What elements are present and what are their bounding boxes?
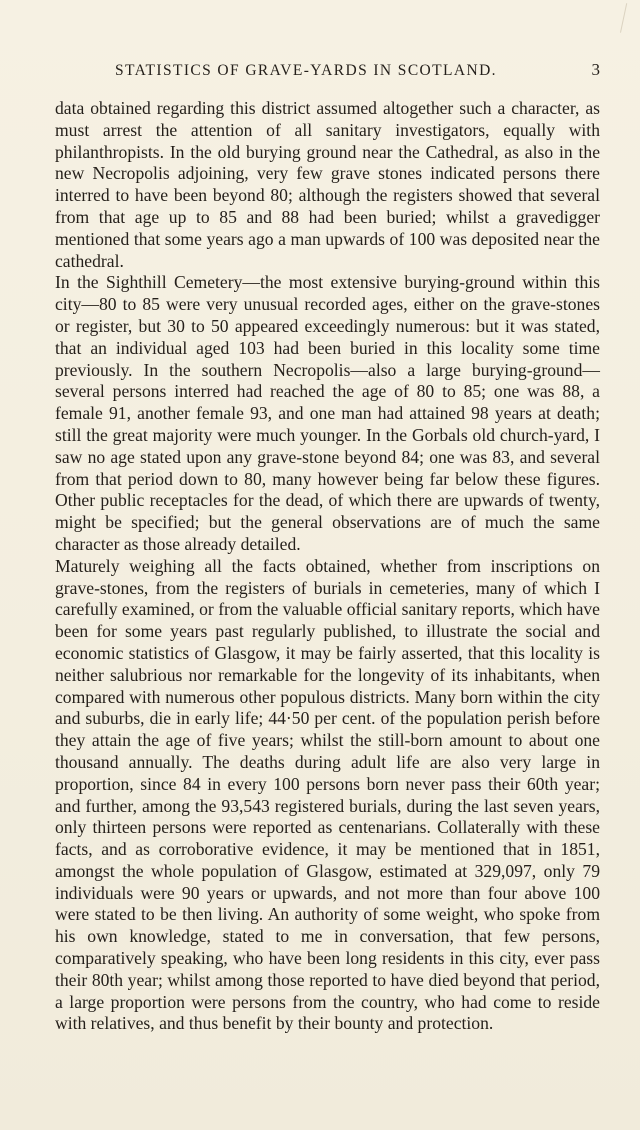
paragraph: In the Sighthill Cemetery—the most extensive burying-ground within this city—80 to 85 were very unusual recorded ages, either on the grave-stones or register, but 30 to 50 appeared exceedingly numerous: but it was stated, that an individual aged 103 had been buried in this locality some time previously. In the southern Necropolis—also a large burying-ground—several persons interred had reached the age of 80 to 85; one was 88, a female 91, another female 93, and one man had attained 98 years at death; still the great majority were much younger. In the Gorbals old church-yard, I saw no age stated upon any grave-stone beyond 84; one was 83, and several from that period down to 80, many however being far below these figures. Other public receptacles for the dead, of which there are upwards of twenty, might be specified; but the general observations are of much the same character as those already detailed. <box>55 272 600 554</box>
paragraph: data obtained regarding this district assumed altogether such a character, as must arrest the attention of all sanitary investigators, equally with philanthropists. In the old burying ground near the Cathedral, as also in the new Necropolis adjoining, very few grave stones indicated persons there interred to have been beyond 80; although the registers showed that several from that age up to 85 and 88 had been buried; whilst a gravedigger mentioned that some years ago a man upwards of 100 was deposited near the cathedral. <box>55 98 600 271</box>
paragraph: Maturely weighing all the facts obtained, whether from inscriptions on grave-stones, from the registers of burials in cemeteries, many of which I carefully examined, or from the valuable official sanitary reports, which have been for some years past regularly published, to illustrate the social and economic statistics of Glasgow, it may be fairly asserted, that this locality is neither salubrious nor remarkable for the longevity of its inhabitants, when compared with numerous other populous districts. Many born within the city and suburbs, die in early life; 44·50 per cent. of the population perish before they attain the age of five years; whilst the still-born amount to about one thousand annually. The deaths during adult life are also very large in proportion, since 84 in every 100 persons born never pass their 60th year; and further, among the 93,543 registered burials, during the last seven years, only thirteen persons were reported as centenarians. Collaterally with these facts, and as corroborative evidence, it may be mentioned that in 1851, amongst the whole population of Glasgow, estimated at 329,097, only 79 individuals were 90 years or upwards, and not more than four above 100 were stated to be then living. An authority of some weight, who spoke from his own knowledge, stated to me in conversation, that few persons, comparatively speaking, who have been long residents in this city, ever pass their 80th year; whilst among those reported to have died beyond that period, a large proportion were persons from the country, who had come to reside with relatives, and thus benefit by their bounty and protection. <box>55 555 600 1034</box>
page-number: 3 <box>591 60 600 79</box>
page-corner-mark <box>620 3 637 35</box>
body-text <box>55 98 600 1035</box>
running-head: STATISTICS OF GRAVE-YARDS IN SCOTLAND. <box>115 62 497 79</box>
page-header <box>55 62 600 86</box>
